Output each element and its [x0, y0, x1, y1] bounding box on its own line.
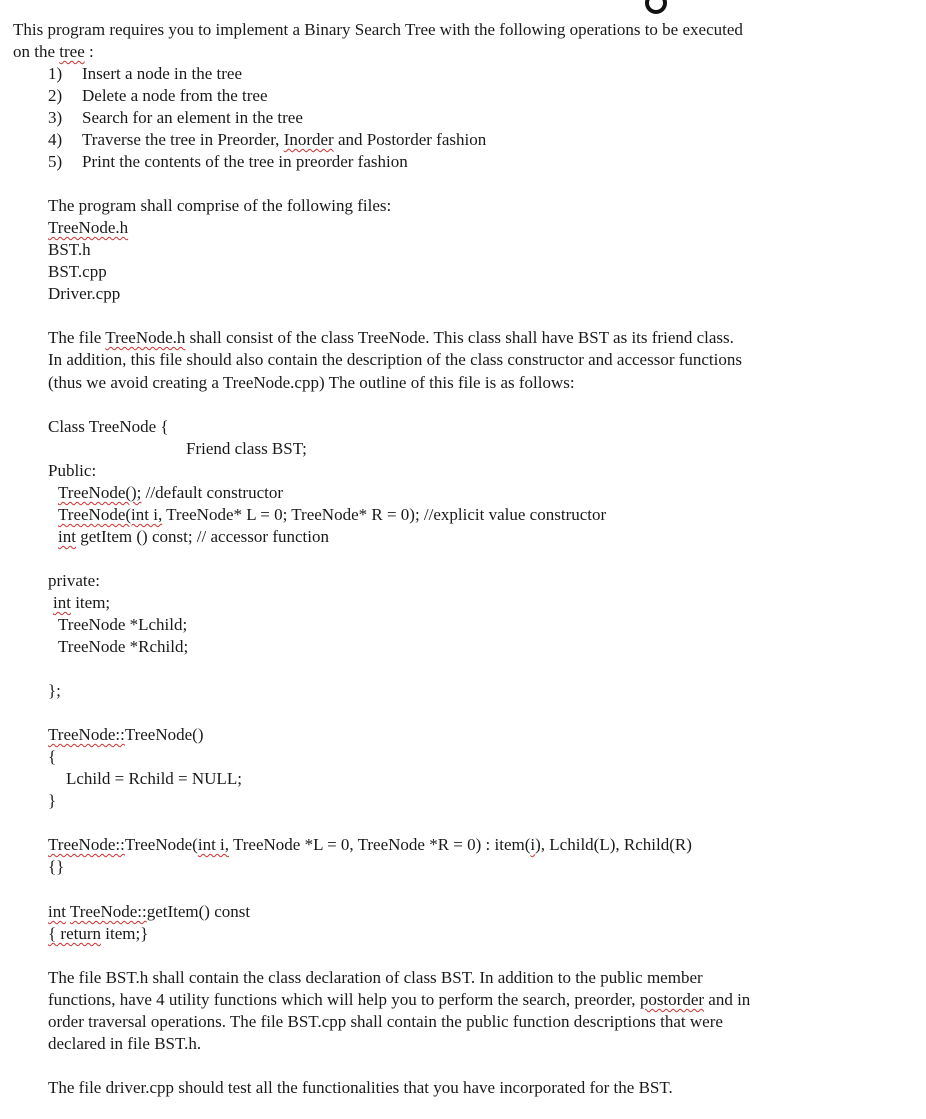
- list-item: 1) Insert a node in the tree: [48, 64, 243, 83]
- circle-mark: [645, 0, 667, 14]
- code-line: private:: [48, 571, 100, 590]
- code-line: Friend class BST;: [186, 439, 307, 458]
- treenode-para-line: The file TreeNode.h shall consist of the class TreeNode. This class shall have BST as its friend class.: [48, 328, 734, 347]
- code-line: TreeNode(); //default constructor: [58, 483, 284, 502]
- intro-line-2: on the tree :: [13, 42, 94, 61]
- driver-para: The file driver.cpp should test all the functionalities that you have incorporated for the BST.: [48, 1078, 673, 1097]
- code-line: TreeNode::TreeNode(int i, TreeNode *L = 0, TreeNode *R = 0) : item(i), Lchild(L), Rchild(R): [48, 835, 692, 854]
- list-item: 2) Delete a node from the tree: [48, 86, 268, 105]
- bst-para-line: declared in file BST.h.: [48, 1034, 202, 1053]
- bst-para-line: The file BST.h shall contain the class declaration of class BST. In addition to the public member: [48, 968, 703, 987]
- code-line: };: [48, 681, 61, 700]
- treenode-para-line: In addition, this file should also contain the description of the class constructor and accessor functions: [48, 350, 742, 369]
- list-item: 3) Search for an element in the tree: [48, 108, 303, 127]
- code-line: { return item;}: [48, 924, 149, 943]
- code-line: {}: [48, 857, 65, 876]
- code-line: TreeNode(int i, TreeNode* L = 0; TreeNode* R = 0); //explicit value constructor: [58, 505, 607, 524]
- code-line: }: [48, 791, 57, 810]
- file-name: BST.cpp: [48, 262, 107, 281]
- code-line: int item;: [53, 593, 111, 612]
- list-item: 4) Traverse the tree in Preorder, Inorder and Postorder fashion: [48, 130, 487, 149]
- code-line: Public:: [48, 461, 97, 480]
- bst-para-line: order traversal operations. The file BST.cpp shall contain the public function descriptions that were: [48, 1012, 723, 1031]
- code-line: TreeNode *Lchild;: [58, 615, 188, 634]
- code-line: Lchild = Rchild = NULL;: [66, 769, 242, 788]
- code-line: {: [48, 747, 57, 766]
- code-line: Class TreeNode {: [48, 417, 169, 436]
- code-line: TreeNode::TreeNode(): [48, 725, 204, 744]
- code-line: int TreeNode::getItem() const: [48, 902, 251, 921]
- code-line: TreeNode *Rchild;: [58, 637, 189, 656]
- list-item: 5) Print the contents of the tree in preorder fashion: [48, 152, 408, 171]
- files-intro: The program shall comprise of the following files:: [48, 196, 392, 215]
- bst-para-line: functions, have 4 utility functions which will help you to perform the search, preorder, postorder and in: [48, 990, 751, 1009]
- file-name: Driver.cpp: [48, 284, 121, 303]
- treenode-para-line: (thus we avoid creating a TreeNode.cpp) The outline of this file is as follows:: [48, 373, 575, 392]
- file-name: BST.h: [48, 240, 91, 259]
- intro-line-1: This program requires you to implement a Binary Search Tree with the following operations to be executed: [13, 20, 743, 39]
- file-name: TreeNode.h: [48, 218, 129, 237]
- code-line: int getItem () const; // accessor function: [58, 527, 329, 546]
